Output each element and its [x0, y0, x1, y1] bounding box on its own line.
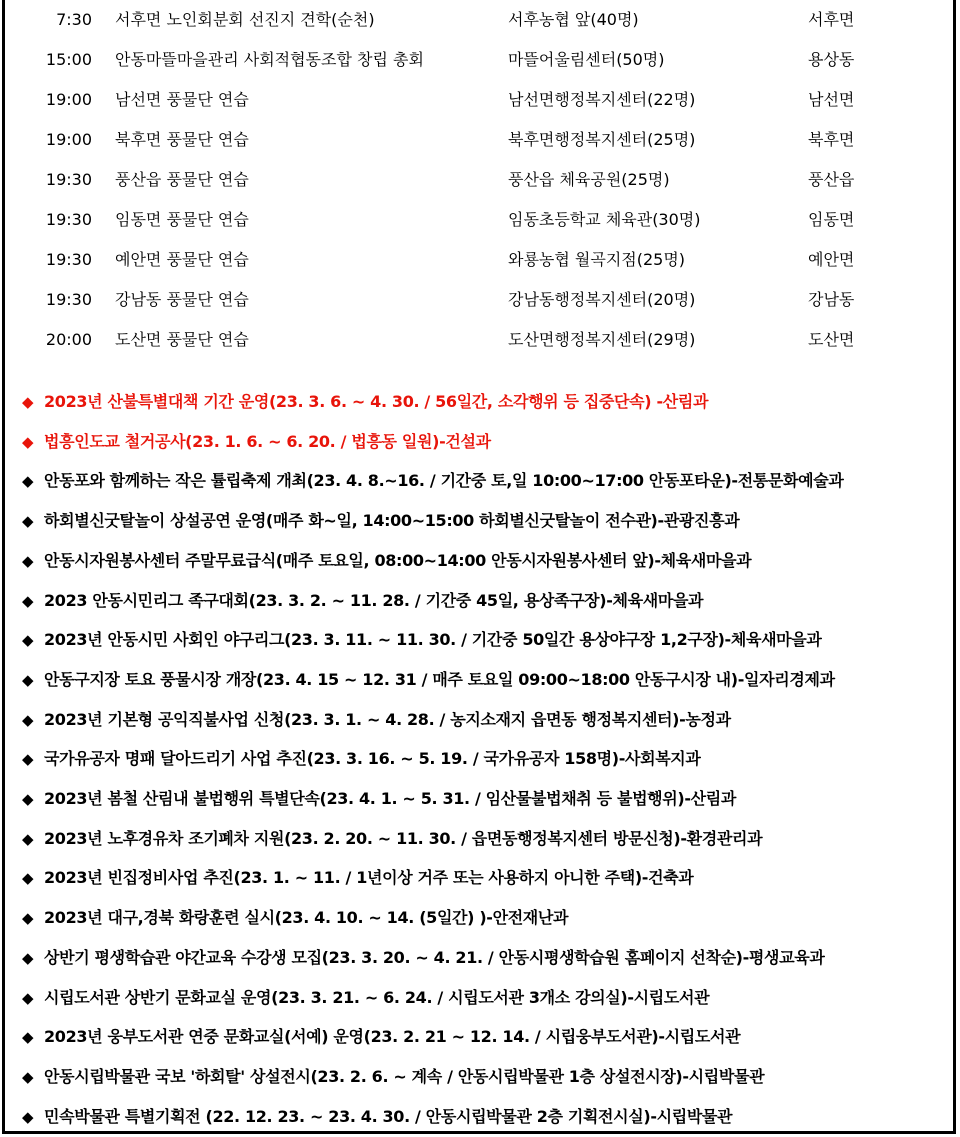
diamond-bullet-icon: ◆: [22, 512, 34, 531]
schedule-time: 15:00: [45, 50, 92, 69]
schedule-place: 임동초등학교 체육관(30명): [508, 210, 701, 229]
notice-item: [22, 978, 952, 1018]
schedule-row: [0, 160, 960, 200]
schedule-row: [0, 120, 960, 160]
diamond-bullet-icon: ◆: [22, 829, 34, 848]
diamond-bullet-icon: ◆: [22, 551, 34, 570]
diamond-bullet-icon: ◆: [22, 790, 34, 808]
notice-text: 2023년 빈집정비사업 추진(23. 1. ~ 11. / 1년이상 거주 또는 사용하지 아니한 주택)-건축과: [44, 868, 694, 888]
schedule-area: 예안면: [808, 250, 855, 269]
diamond-bullet-icon: ◆: [22, 948, 34, 967]
notice-item: [22, 620, 952, 660]
notice-item: [22, 660, 952, 700]
notice-item: [22, 1057, 952, 1097]
notice-text: 2023년 대구,경북 화랑훈련 실시(23. 4. 10. ~ 14. (5일간) )-안전재난과: [44, 908, 569, 928]
schedule-time: 19:30: [45, 170, 92, 189]
notice-text: 2023년 안동시민 사회인 야구리그(23. 3. 11. ~ 11. 30. / 기간중 50일간 용상야구장 1,2구장)-체육새마을과: [44, 630, 822, 650]
notice-text: 안동시자원봉사센터 주말무료급식(매주 토요일, 08:00~14:00 안동시자원봉사센터 앞)-체육새마을과: [44, 550, 752, 570]
diamond-bullet-icon: ◆: [22, 1067, 34, 1086]
diamond-bullet-icon: ◆: [22, 750, 34, 769]
notice-text: 안동구지장 토요 풍물시장 개장(23. 4. 15 ~ 12. 31 / 매주 토요일 09:00~18:00 안동구시장 내)-일자리경제과: [44, 669, 835, 689]
schedule-area: 임동면: [808, 210, 855, 229]
schedule-time: 19:30: [45, 210, 92, 229]
notice-item: [22, 739, 952, 779]
diamond-bullet-icon: ◆: [22, 710, 34, 729]
schedule-event: 북후면 풍물단 연습: [115, 130, 249, 149]
diamond-bullet-icon: ◆: [22, 472, 34, 491]
diamond-bullet-icon: ◆: [22, 869, 34, 888]
schedule-row: [0, 40, 960, 80]
notice-item: [22, 898, 952, 938]
diamond-bullet-icon: ◆: [22, 631, 34, 650]
notice-item: [22, 1097, 952, 1137]
notice-text: 2023 안동시민리그 족구대회(23. 3. 2. ~ 11. 28. / 기간중 45일, 용상족구장)-체육새마을과: [44, 590, 704, 610]
schedule-time: 20:00: [45, 330, 92, 349]
notice-text: 안동시립박물관 국보 '하회탈' 상설전시(23. 2. 6. ~ 계속 / 안동시립박물관 1층 상설전시장)-시립박물관: [44, 1066, 765, 1086]
schedule-area: 도산면: [808, 330, 855, 349]
diamond-bullet-icon: ◆: [22, 591, 34, 610]
diamond-bullet-icon: ◆: [22, 909, 34, 928]
diamond-bullet-icon: ◆: [22, 432, 34, 451]
notice-text: 2023년 웅부도서관 연중 문화교실(서예) 운영(23. 2. 21 ~ 12. 14. / 시립웅부도서관)-시립도서관: [44, 1027, 741, 1047]
schedule-time: 7:30: [56, 10, 92, 29]
notice-text: 하회별신굿탈놀이 상설공연 운영(매주 화~일, 14:00~15:00 하회별신굿탈놀이 전수관)-관광진흥과: [44, 511, 740, 531]
schedule-area: 강남동: [808, 290, 855, 309]
notice-item: [22, 581, 952, 621]
notice-item: [22, 819, 952, 859]
schedule-time: 19:30: [45, 290, 92, 309]
schedule-time: 19:00: [45, 90, 92, 109]
notice-text: 안동포와 함께하는 작은 튤립축제 개최(23. 4. 8.~16. / 기간중 토,일 10:00~17:00 안동포타운)-전통문화예술과: [44, 471, 844, 491]
schedule-area: 용상동: [808, 50, 855, 69]
schedule-event: 서후면 노인회분회 선진지 견학(순천): [115, 10, 375, 29]
schedule-row: [0, 280, 960, 320]
schedule-row: [0, 240, 960, 280]
schedule-row: [0, 320, 960, 360]
diamond-bullet-icon: ◆: [22, 1107, 34, 1126]
diamond-bullet-icon: ◆: [22, 393, 34, 411]
diamond-bullet-icon: ◆: [22, 670, 34, 689]
schedule-event: 풍산읍 풍물단 연습: [115, 170, 249, 189]
diamond-bullet-icon: ◆: [22, 1028, 34, 1047]
schedule-event: 강남동 풍물단 연습: [115, 290, 249, 309]
notice-item: [22, 382, 952, 422]
schedule-event: 임동면 풍물단 연습: [115, 210, 249, 229]
schedule-event: 예안면 풍물단 연습: [115, 250, 249, 269]
notice-text: 법흥인도교 철거공사(23. 1. 6. ~ 6. 20. / 법흥동 일원)-건설과: [44, 431, 491, 451]
schedule-event: 남선면 풍물단 연습: [115, 90, 249, 109]
notice-item: [22, 779, 952, 819]
schedule-place: 강남동행정복지센터(20명): [508, 290, 696, 309]
notice-item: [22, 858, 952, 898]
notice-text: 2023년 노후경유차 조기폐차 지원(23. 2. 20. ~ 11. 30. / 읍면동행정복지센터 방문신청)-환경관리과: [44, 828, 763, 848]
schedule-row: [0, 0, 960, 40]
notice-text: 상반기 평생학습관 야간교육 수강생 모집(23. 3. 20. ~ 4. 21. / 안동시평생학습원 홈페이지 선착순)-평생교육과: [44, 947, 825, 967]
schedule-area: 남선면: [808, 90, 855, 109]
schedule-area: 풍산읍: [808, 170, 855, 189]
notice-text: 2023년 산불특별대책 기간 운영(23. 3. 6. ~ 4. 30. / 56일간, 소각행위 등 집중단속) -산림과: [44, 392, 709, 411]
schedule-place: 북후면행정복지센터(25명): [508, 130, 696, 149]
notice-text: 민속박물관 특별기획전 (22. 12. 23. ~ 23. 4. 30. / 안동시립박물관 2층 기획전시실)-시립박물관: [44, 1106, 733, 1126]
schedule-time: 19:00: [45, 130, 92, 149]
schedule-row: [0, 80, 960, 120]
notice-item: [22, 501, 952, 541]
schedule-place: 마뜰어울림센터(50명): [508, 50, 665, 69]
notice-item: [22, 1017, 952, 1057]
notice-text: 2023년 기본형 공익직불사업 신청(23. 3. 1. ~ 4. 28. / 농지소재지 읍면동 행정복지센터)-농정과: [44, 709, 731, 729]
notice-text: 국가유공자 명패 달아드리기 사업 추진(23. 3. 16. ~ 5. 19. / 국가유공자 158명)-사회복지과: [44, 749, 701, 769]
schedule-event: 도산면 풍물단 연습: [115, 330, 249, 349]
schedule-event: 안동마뜰마을관리 사회적협동조합 창립 총회: [115, 50, 424, 69]
notice-item: [22, 422, 952, 462]
schedule-area: 북후면: [808, 130, 855, 149]
schedule-row: [0, 200, 960, 240]
notice-text: 시립도서관 상반기 문화교실 운영(23. 3. 21. ~ 6. 24. / 시립도서관 3개소 강의실)-시립도서관: [44, 987, 710, 1007]
schedule-time: 19:30: [45, 250, 92, 269]
notice-text: 2023년 봄철 산림내 불법행위 특별단속(23. 4. 1. ~ 5. 31. / 임산물불법채취 등 불법행위)-산림과: [44, 789, 736, 808]
schedule-place: 남선면행정복지센터(22명): [508, 90, 696, 109]
schedule-place: 풍산읍 체육공원(25명): [508, 170, 670, 189]
diamond-bullet-icon: ◆: [22, 988, 34, 1007]
notice-item: [22, 461, 952, 501]
schedule-area: 서후면: [808, 10, 855, 29]
notice-item: [22, 700, 952, 740]
schedule-place: 와룡농협 월곡지점(25명): [508, 250, 686, 269]
notice-item: [22, 541, 952, 581]
schedule-place: 서후농협 앞(40명): [508, 10, 639, 29]
notice-item: [22, 938, 952, 978]
schedule-place: 도산면행정복지센터(29명): [508, 330, 696, 349]
